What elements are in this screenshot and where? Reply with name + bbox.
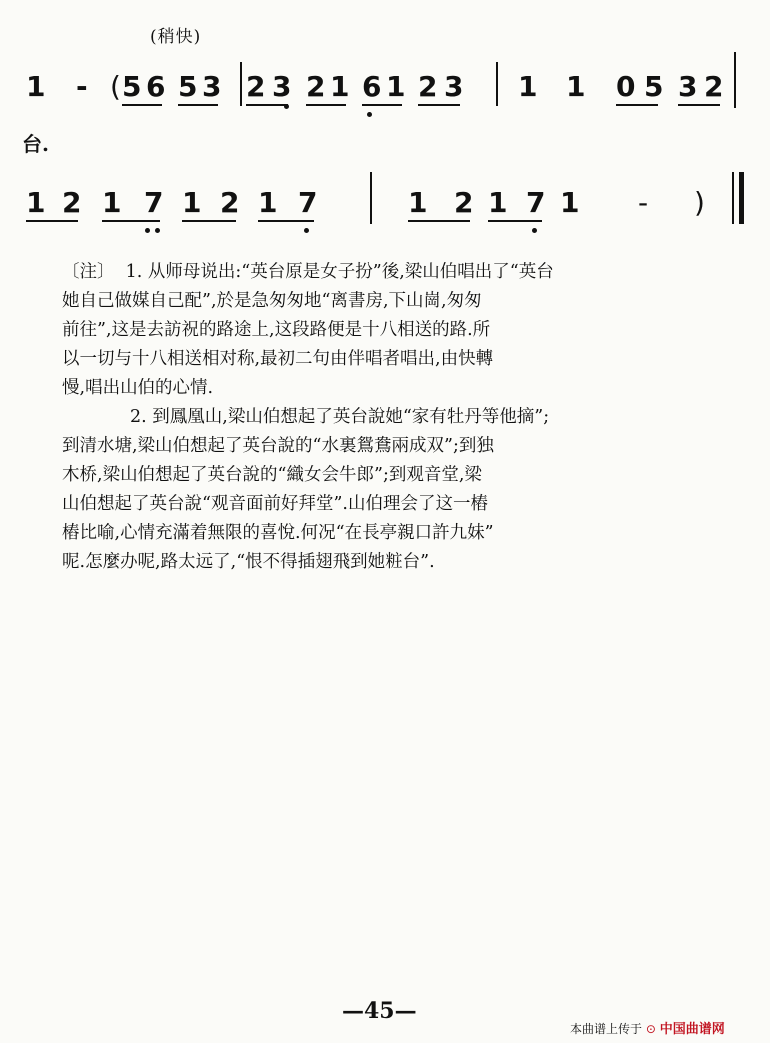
note: 1 (386, 70, 406, 103)
beam (362, 104, 402, 106)
low-octave-dot (367, 112, 372, 117)
note: 1 (566, 70, 586, 103)
beam (306, 104, 346, 106)
notes-label: 〔注〕 (62, 262, 115, 282)
note: 1 (408, 186, 428, 219)
note: 6 (146, 70, 166, 103)
beam (418, 104, 460, 106)
dash: - (638, 186, 649, 219)
beam (122, 104, 162, 106)
note-1-line: 她自己做媒自己配”,於是急匆匆地“离書房,下山崗,匆匆 (62, 291, 482, 311)
note: 1 (330, 70, 350, 103)
barline (496, 62, 498, 106)
beam (178, 104, 218, 106)
note-2-line: 呢.怎麼办呢,路太远了,“恨不得插翅飛到她粧台”. (62, 552, 435, 572)
dash: - (76, 70, 88, 103)
beam (488, 220, 542, 222)
note: 1 (182, 186, 202, 219)
barline (240, 62, 242, 106)
barline (734, 52, 736, 108)
barline (370, 172, 372, 224)
staff-line-2 (18, 186, 758, 246)
footnotes (62, 258, 752, 577)
beam (102, 220, 160, 222)
note: 7 (526, 186, 546, 219)
footer-site-name: 中国曲谱网 (659, 1022, 725, 1037)
note: 0 (616, 70, 636, 103)
note: 2 (306, 70, 326, 103)
site-footer (570, 1018, 725, 1037)
note: 3 (678, 70, 698, 103)
page-number: —45— (342, 998, 417, 1024)
beam (408, 220, 470, 222)
note-1-line: 1. 从师母说出:“英台原是女子扮”後,梁山伯唱出了“英台 (125, 262, 554, 282)
note: 7 (298, 186, 318, 219)
beam (246, 104, 288, 106)
low-octave-dot (284, 104, 289, 109)
beam (182, 220, 236, 222)
note-2-line: 2. 到鳳凰山,梁山伯想起了英台說她“家有牡丹等他摘”; (130, 407, 550, 427)
note: 3 (272, 70, 292, 103)
note: 1 (26, 186, 46, 219)
note: 1 (26, 70, 46, 103)
note-2-line: 木桥,梁山伯想起了英台說的“織女会牛郎”;到观音堂,梁 (62, 465, 482, 485)
tempo-marking: (稍快) (150, 27, 202, 47)
low-octave-dot (145, 228, 150, 233)
low-octave-dot (304, 228, 309, 233)
note: 1 (518, 70, 538, 103)
note-2-line: 到清水塘,梁山伯想起了英台說的“水裏鴛鴦兩成双”;到独 (62, 436, 494, 456)
note-1-line: 慢,唱出山伯的心情. (62, 378, 214, 398)
note: 1 (488, 186, 508, 219)
note: 2 (246, 70, 266, 103)
note-1-line: 以一切与十八相送相对称,最初二句由伴唱者唱出,由快轉 (62, 349, 494, 369)
lyric-syllable: 台. (22, 132, 49, 156)
note: 5 (178, 70, 198, 103)
note: 2 (62, 186, 82, 219)
note: 7 (144, 186, 164, 219)
low-octave-dot (155, 228, 160, 233)
low-octave-dot (532, 228, 537, 233)
note: 5 (122, 70, 142, 103)
footer-prefix: 本曲谱上传于 (570, 1022, 643, 1036)
beam (678, 104, 720, 106)
note: 2 (704, 70, 724, 103)
final-barline-thin (732, 172, 734, 224)
note-2-line: 樁比喻,心情充滿着無限的喜悅.何况“在長亭親口許九妹” (62, 523, 494, 543)
beam (258, 220, 314, 222)
note: 2 (454, 186, 474, 219)
note-1-line: 前往”,这是去訪祝的路途上,这段路便是十八相送的路.所 (62, 320, 491, 340)
beam (616, 104, 658, 106)
note: 5 (644, 70, 664, 103)
note-2-line: 山伯想起了英台說“观音面前好拜堂”.山伯理会了这一樁 (62, 494, 488, 514)
note: 1 (102, 186, 122, 219)
note: 2 (418, 70, 438, 103)
note: 1 (560, 186, 580, 219)
staff-line-1 (18, 70, 758, 130)
note: 3 (444, 70, 464, 103)
note: 6 (362, 70, 382, 103)
site-logo-icon: ⊙ (645, 1022, 656, 1036)
note: 2 (220, 186, 240, 219)
paren-close: ) (694, 186, 705, 219)
note: 3 (202, 70, 222, 103)
note: 1 (258, 186, 278, 219)
paren-open: ( (110, 70, 121, 103)
beam (26, 220, 78, 222)
final-barline-thick (739, 172, 744, 224)
